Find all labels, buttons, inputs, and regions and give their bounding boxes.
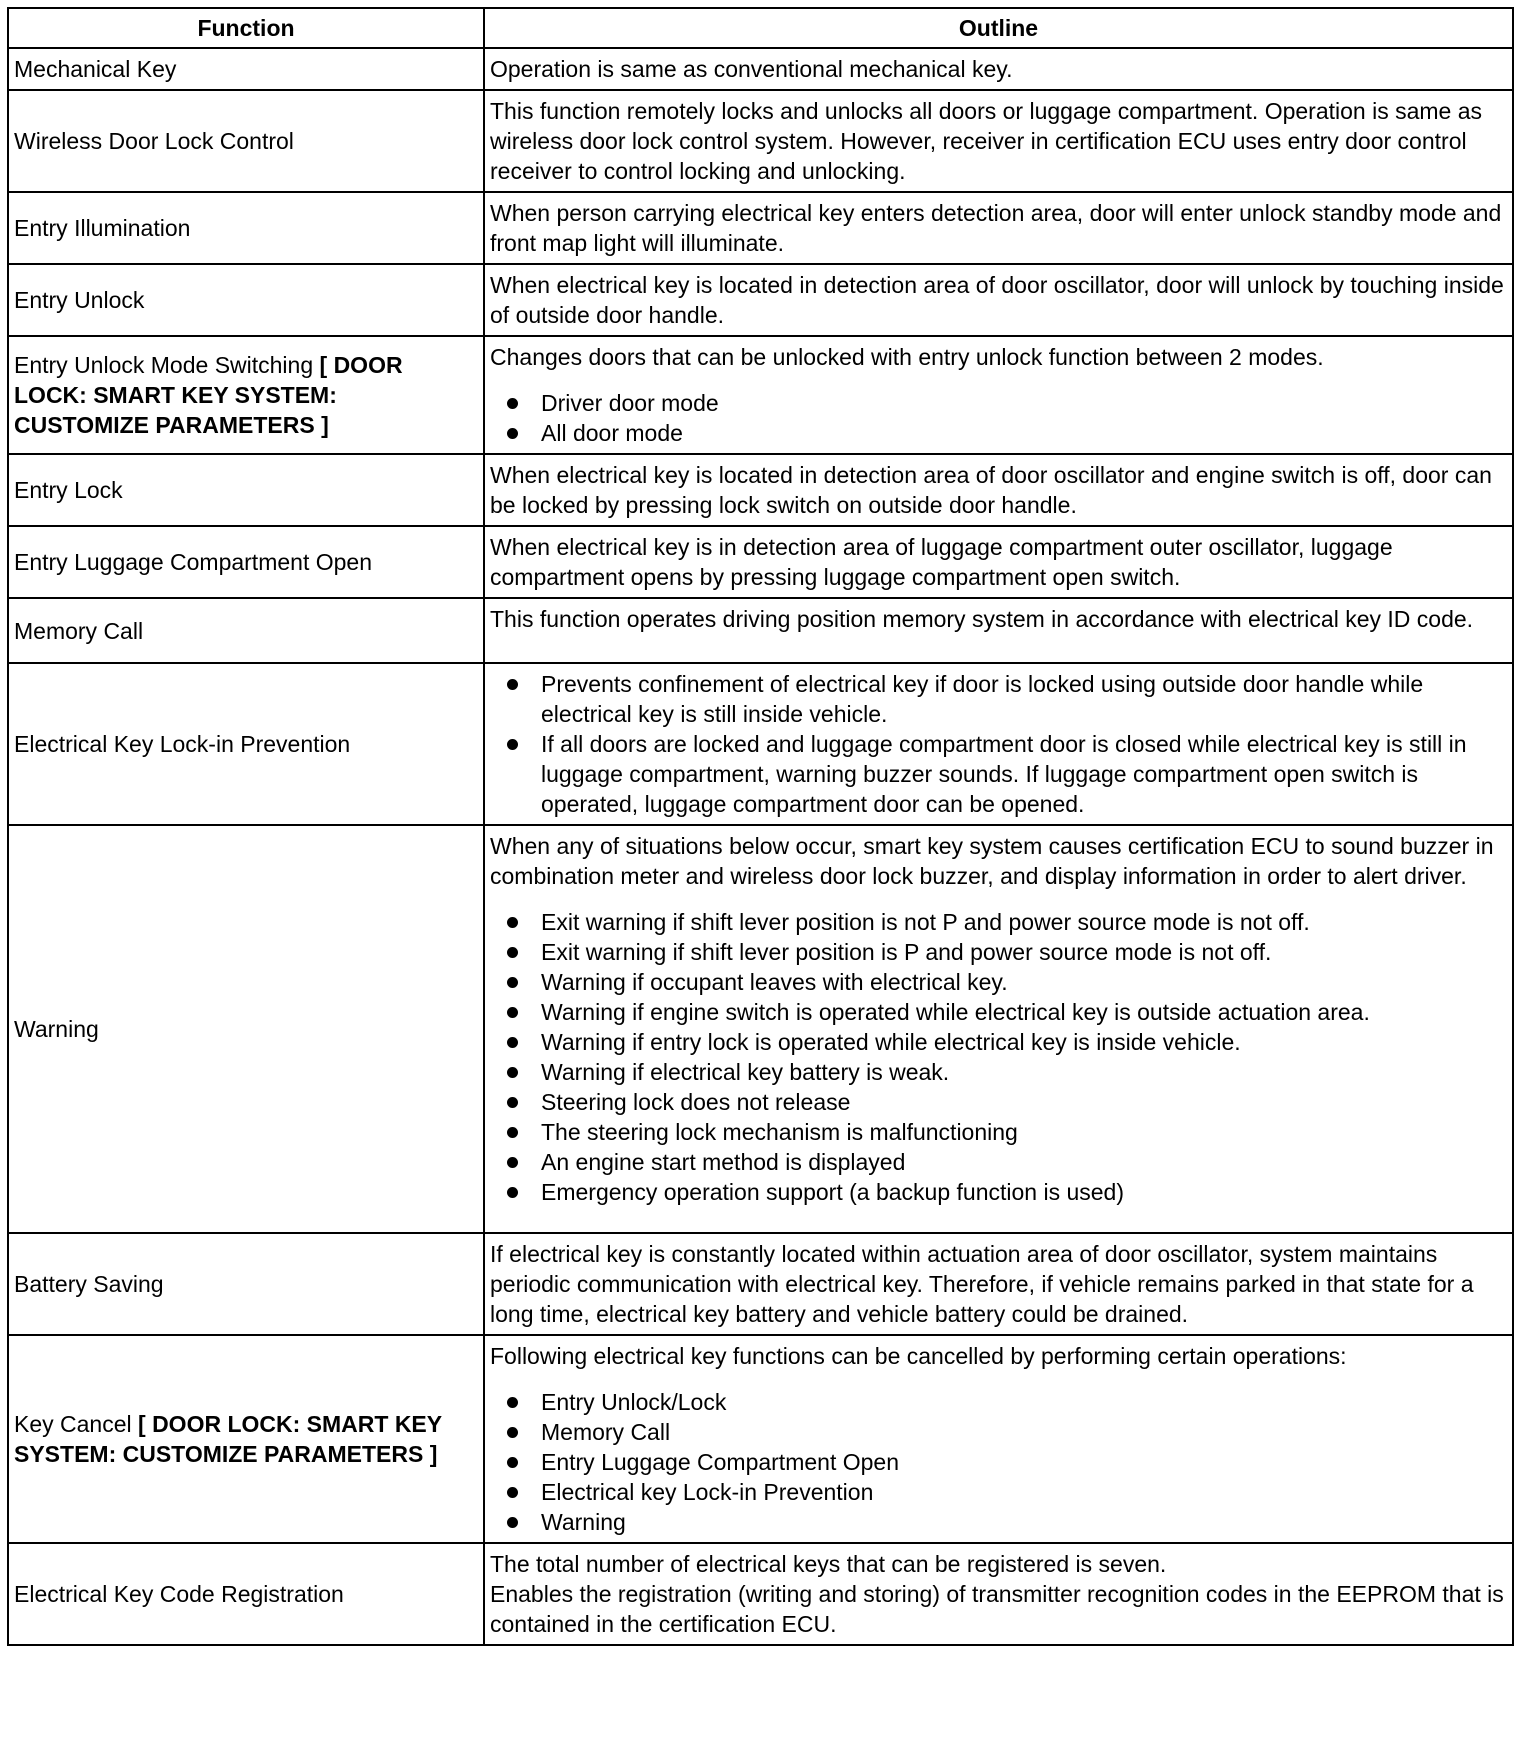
function-cell: Wireless Door Lock Control: [8, 90, 484, 192]
list-item: Steering lock does not release: [490, 1087, 1507, 1117]
outline-cell: If electrical key is constantly located within actuation area of door oscillator, system maintains periodic communication with electrical key. Therefore, if vehicle remains parked in that state for a long time, electrical key battery and vehicle battery could be drained.: [484, 1233, 1513, 1335]
list-item: Warning: [490, 1507, 1507, 1537]
table-row: [8, 264, 1513, 336]
function-cell: Entry Illumination: [8, 192, 484, 264]
function-cell: Entry Unlock: [8, 264, 484, 336]
table-row: [8, 663, 1513, 825]
list-item: Entry Luggage Compartment Open: [490, 1447, 1507, 1477]
list-item: Warning if electrical key battery is weak.: [490, 1057, 1507, 1087]
table-row: [8, 48, 1513, 90]
list-item: Emergency operation support (a backup function is used): [490, 1177, 1507, 1207]
function-cell: Warning: [8, 825, 484, 1233]
list-item: Exit warning if shift lever position is P and power source mode is not off.: [490, 937, 1507, 967]
outline-cell: When electrical key is located in detection area of door oscillator and engine switch is off, door can be locked by pressing lock switch on outside door handle.: [484, 454, 1513, 526]
list-item: Entry Unlock/Lock: [490, 1387, 1507, 1417]
bullet-list: [490, 1387, 1507, 1537]
table-row: [8, 454, 1513, 526]
list-item: All door mode: [490, 418, 1507, 448]
list-item: Warning if occupant leaves with electrical key.: [490, 967, 1507, 997]
outline-cell: Changes doors that can be unlocked with entry unlock function between 2 modes. Driver door mode All door mode: [484, 336, 1513, 454]
outline-cell: [484, 663, 1513, 825]
bullet-list: [490, 388, 1507, 448]
bullet-list: [490, 907, 1507, 1207]
function-outline-table: [7, 7, 1514, 1646]
function-cell: Key Cancel [ DOOR LOCK: SMART KEY SYSTEM: CUSTOMIZE PARAMETERS ]: [8, 1335, 484, 1543]
list-item: Exit warning if shift lever position is not P and power source mode is not off.: [490, 907, 1507, 937]
table-header-row: [8, 8, 1513, 48]
outline-cell: This function operates driving position memory system in accordance with electrical key ID code.: [484, 598, 1513, 663]
function-cell: Entry Luggage Compartment Open: [8, 526, 484, 598]
table-row: [8, 1543, 1513, 1645]
outline-cell: Following electrical key functions can be cancelled by performing certain operations: Entry Unlock/Lock Memory Call Entry Luggage Compartment Open Electrical key Lock-in Prevention Warning: [484, 1335, 1513, 1543]
outline-cell: When any of situations below occur, smart key system causes certification ECU to sound buzzer in combination meter and wireless door lock buzzer, and display information in order to alert driver. Exit warning if shift lever position is not P and power source mode is not off. Exit warning if shift lever position is P and power source mode is not off. Warning if occupant leaves with electrical key. Warning if engine switch is operated while electrical key is outside actuation area. Warning if entry lock is operated while electrical key is inside vehicle. Warning if electrical key battery is weak. Steering lock does not release The steering lock mechanism is malfunctioning An engine start method is displayed Emergency operation support (a backup function is used): [484, 825, 1513, 1233]
outline-cell: When person carrying electrical key enters detection area, door will enter unlock standby mode and front map light will illuminate.: [484, 192, 1513, 264]
table-row: [8, 598, 1513, 663]
customize-parameters-reference: [ DOOR LOCK: SMART KEY SYSTEM: CUSTOMIZE PARAMETERS ]: [14, 1411, 442, 1467]
table-row: [8, 1335, 1513, 1543]
function-cell: Electrical Key Lock-in Prevention: [8, 663, 484, 825]
list-item: Warning if entry lock is operated while electrical key is inside vehicle.: [490, 1027, 1507, 1057]
outline-cell: When electrical key is in detection area of luggage compartment outer oscillator, luggage compartment opens by pressing luggage compartment open switch.: [484, 526, 1513, 598]
function-cell: Electrical Key Code Registration: [8, 1543, 484, 1645]
list-item: Memory Call: [490, 1417, 1507, 1447]
table-row: [8, 526, 1513, 598]
list-item: The steering lock mechanism is malfunctioning: [490, 1117, 1507, 1147]
list-item: Driver door mode: [490, 388, 1507, 418]
list-item: Electrical key Lock-in Prevention: [490, 1477, 1507, 1507]
function-cell: Battery Saving: [8, 1233, 484, 1335]
list-item: Warning if engine switch is operated while electrical key is outside actuation area.: [490, 997, 1507, 1027]
function-cell: Entry Unlock Mode Switching [ DOOR LOCK: SMART KEY SYSTEM: CUSTOMIZE PARAMETERS ]: [8, 336, 484, 454]
function-cell: Mechanical Key: [8, 48, 484, 90]
outline-cell: When electrical key is located in detection area of door oscillator, door will unlock by touching inside of outside door handle.: [484, 264, 1513, 336]
outline-cell: This function remotely locks and unlocks all doors or luggage compartment. Operation is same as wireless door lock control system. However, receiver in certification ECU uses entry door control receiver to control locking and unlocking.: [484, 90, 1513, 192]
table-row: [8, 90, 1513, 192]
list-item: An engine start method is displayed: [490, 1147, 1507, 1177]
function-cell: Memory Call: [8, 598, 484, 663]
outline-cell: Operation is same as conventional mechanical key.: [484, 48, 1513, 90]
list-item: If all doors are locked and luggage compartment door is closed while electrical key is still in luggage compartment, warning buzzer sounds. If luggage compartment open switch is operated, luggage compartment door can be opened.: [490, 729, 1507, 819]
table-row: [8, 336, 1513, 454]
list-item: Prevents confinement of electrical key if door is locked using outside door handle while electrical key is still inside vehicle.: [490, 669, 1507, 729]
function-cell: Entry Lock: [8, 454, 484, 526]
table-row: [8, 192, 1513, 264]
column-header-outline: Outline: [484, 8, 1513, 48]
customize-parameters-reference: [ DOOR LOCK: SMART KEY SYSTEM: CUSTOMIZE PARAMETERS ]: [14, 352, 403, 438]
bullet-list: [490, 669, 1507, 819]
outline-cell: The total number of electrical keys that can be registered is seven. Enables the registration (writing and storing) of transmitter recognition codes in the EEPROM that is contained in the certification ECU.: [484, 1543, 1513, 1645]
table-row: [8, 825, 1513, 1233]
column-header-function: Function: [8, 8, 484, 48]
table-row: [8, 1233, 1513, 1335]
